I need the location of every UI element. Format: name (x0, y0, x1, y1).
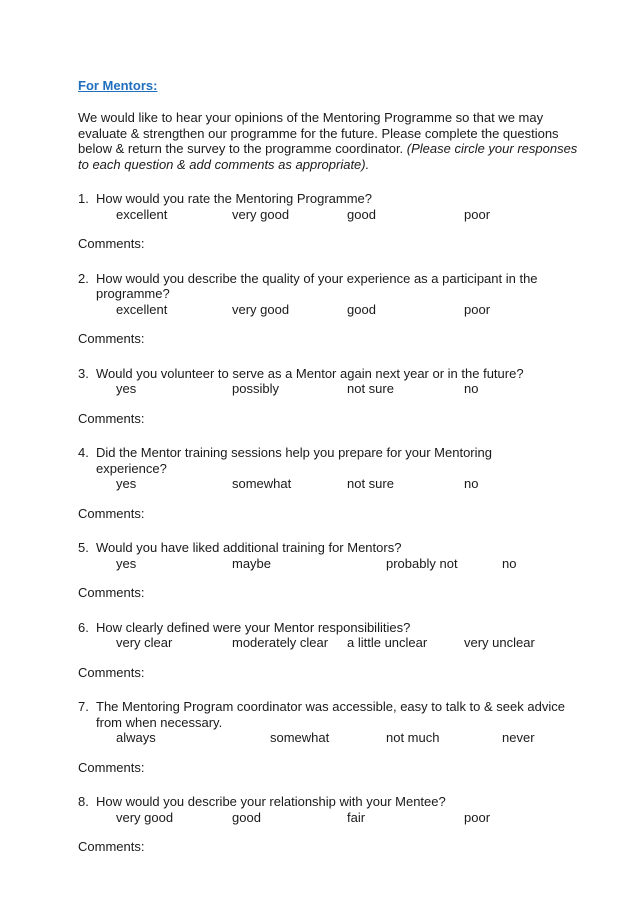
question-text: How would you rate the Mentoring Programme? (96, 191, 373, 206)
answer-option[interactable]: yes (116, 555, 137, 571)
survey-page (78, 78, 578, 855)
answer-option[interactable]: good (347, 301, 376, 317)
question-item (78, 699, 578, 730)
answer-option[interactable]: excellent (116, 301, 168, 317)
section-heading: For Mentors: (78, 78, 158, 93)
question-number: 5. (78, 540, 89, 555)
answer-option[interactable]: never (502, 730, 535, 745)
answer-option[interactable]: not sure (347, 381, 394, 396)
question-text: How clearly defined were your Mentor responsibilities? (96, 619, 411, 635)
comments-label: Comments: (78, 759, 145, 775)
answer-options (78, 381, 578, 397)
answer-option[interactable]: always (116, 730, 156, 745)
answer-options (78, 207, 578, 223)
answer-option[interactable]: yes (116, 476, 137, 491)
question-number: 6. (78, 619, 89, 635)
question-block (78, 366, 578, 427)
answer-options (78, 556, 578, 572)
question-item (78, 540, 496, 556)
answer-option[interactable]: good (232, 809, 261, 825)
answer-option[interactable]: yes (116, 381, 137, 396)
answer-option[interactable]: poor (464, 206, 491, 222)
question-list (78, 191, 578, 855)
answer-options (78, 730, 578, 746)
question-number: 7. (78, 699, 89, 714)
answer-options (78, 810, 578, 826)
question-number: 8. (78, 794, 89, 809)
question-item (78, 794, 516, 810)
question-item (78, 620, 496, 636)
comments-label: Comments: (78, 585, 145, 600)
question-block (78, 191, 578, 252)
question-item (78, 366, 566, 382)
question-text: How would you describe your relationship with your Mentee? (96, 794, 446, 809)
answer-option[interactable]: no (464, 476, 479, 491)
answer-option[interactable]: somewhat (232, 476, 292, 491)
answer-option[interactable]: good (347, 206, 376, 222)
answer-options (78, 635, 578, 651)
question-number: 1. (78, 191, 89, 206)
question-text: Would you have liked additional training for Mentors? (96, 540, 402, 555)
answer-option[interactable]: moderately clear (232, 635, 329, 650)
comments-label: Comments: (78, 839, 145, 854)
comments-label: Comments: (78, 664, 145, 680)
answer-option[interactable]: no (464, 381, 479, 396)
question-item (78, 271, 538, 302)
question-text: Would you volunteer to serve as a Mentor again next year or in the future? (96, 365, 524, 381)
comments-label: Comments: (78, 505, 145, 521)
question-text: How would you describe the quality of your experience as a participant in the programme? (96, 270, 538, 301)
intro-text: We would like to hear your opinions of the Mentoring Programme so that we may evaluate & strengthen our programme for the future. Please complete the questions below & return the survey to the programme coordinator. (78, 110, 559, 156)
intro-paragraph (78, 110, 578, 172)
question-text: The Mentoring Program coordinator was accessible, easy to talk to & seek advice from when necessary. (96, 699, 565, 730)
answer-option[interactable]: no (502, 555, 517, 571)
answer-option[interactable]: very good (116, 809, 174, 825)
answer-option[interactable]: poor (464, 301, 491, 317)
question-number: 3. (78, 365, 89, 381)
question-block (78, 271, 578, 347)
answer-option[interactable]: very good (232, 206, 290, 222)
question-block (78, 540, 578, 601)
question-item (78, 445, 516, 476)
intro-instructions: (Please circle your responses to each question & add comments as appropriate). (78, 141, 578, 172)
answer-option[interactable]: not much (386, 730, 440, 745)
answer-options (78, 302, 578, 318)
answer-options (78, 476, 578, 492)
answer-option[interactable]: very good (232, 301, 290, 317)
answer-option[interactable]: poor (464, 809, 491, 825)
answer-option[interactable]: very clear (116, 635, 173, 650)
question-block (78, 445, 578, 521)
question-number: 4. (78, 445, 89, 460)
answer-option[interactable]: fair (347, 809, 366, 825)
question-number: 2. (78, 270, 89, 286)
question-item (78, 191, 386, 207)
answer-option[interactable]: very unclear (464, 635, 535, 650)
comments-label: Comments: (78, 331, 145, 346)
comments-label: Comments: (78, 410, 145, 426)
answer-option[interactable]: possibly (232, 381, 279, 396)
answer-option[interactable]: excellent (116, 206, 168, 222)
question-block (78, 620, 578, 681)
answer-option[interactable]: maybe (232, 555, 272, 571)
answer-option[interactable]: somewhat (270, 730, 330, 745)
answer-option[interactable]: probably not (386, 555, 458, 571)
question-block (78, 794, 578, 855)
question-block (78, 699, 578, 775)
answer-option[interactable]: a little unclear (347, 635, 428, 650)
question-text: Did the Mentor training sessions help you prepare for your Mentoring experience? (96, 445, 492, 476)
answer-option[interactable]: not sure (347, 476, 394, 491)
comments-label: Comments: (78, 236, 145, 251)
